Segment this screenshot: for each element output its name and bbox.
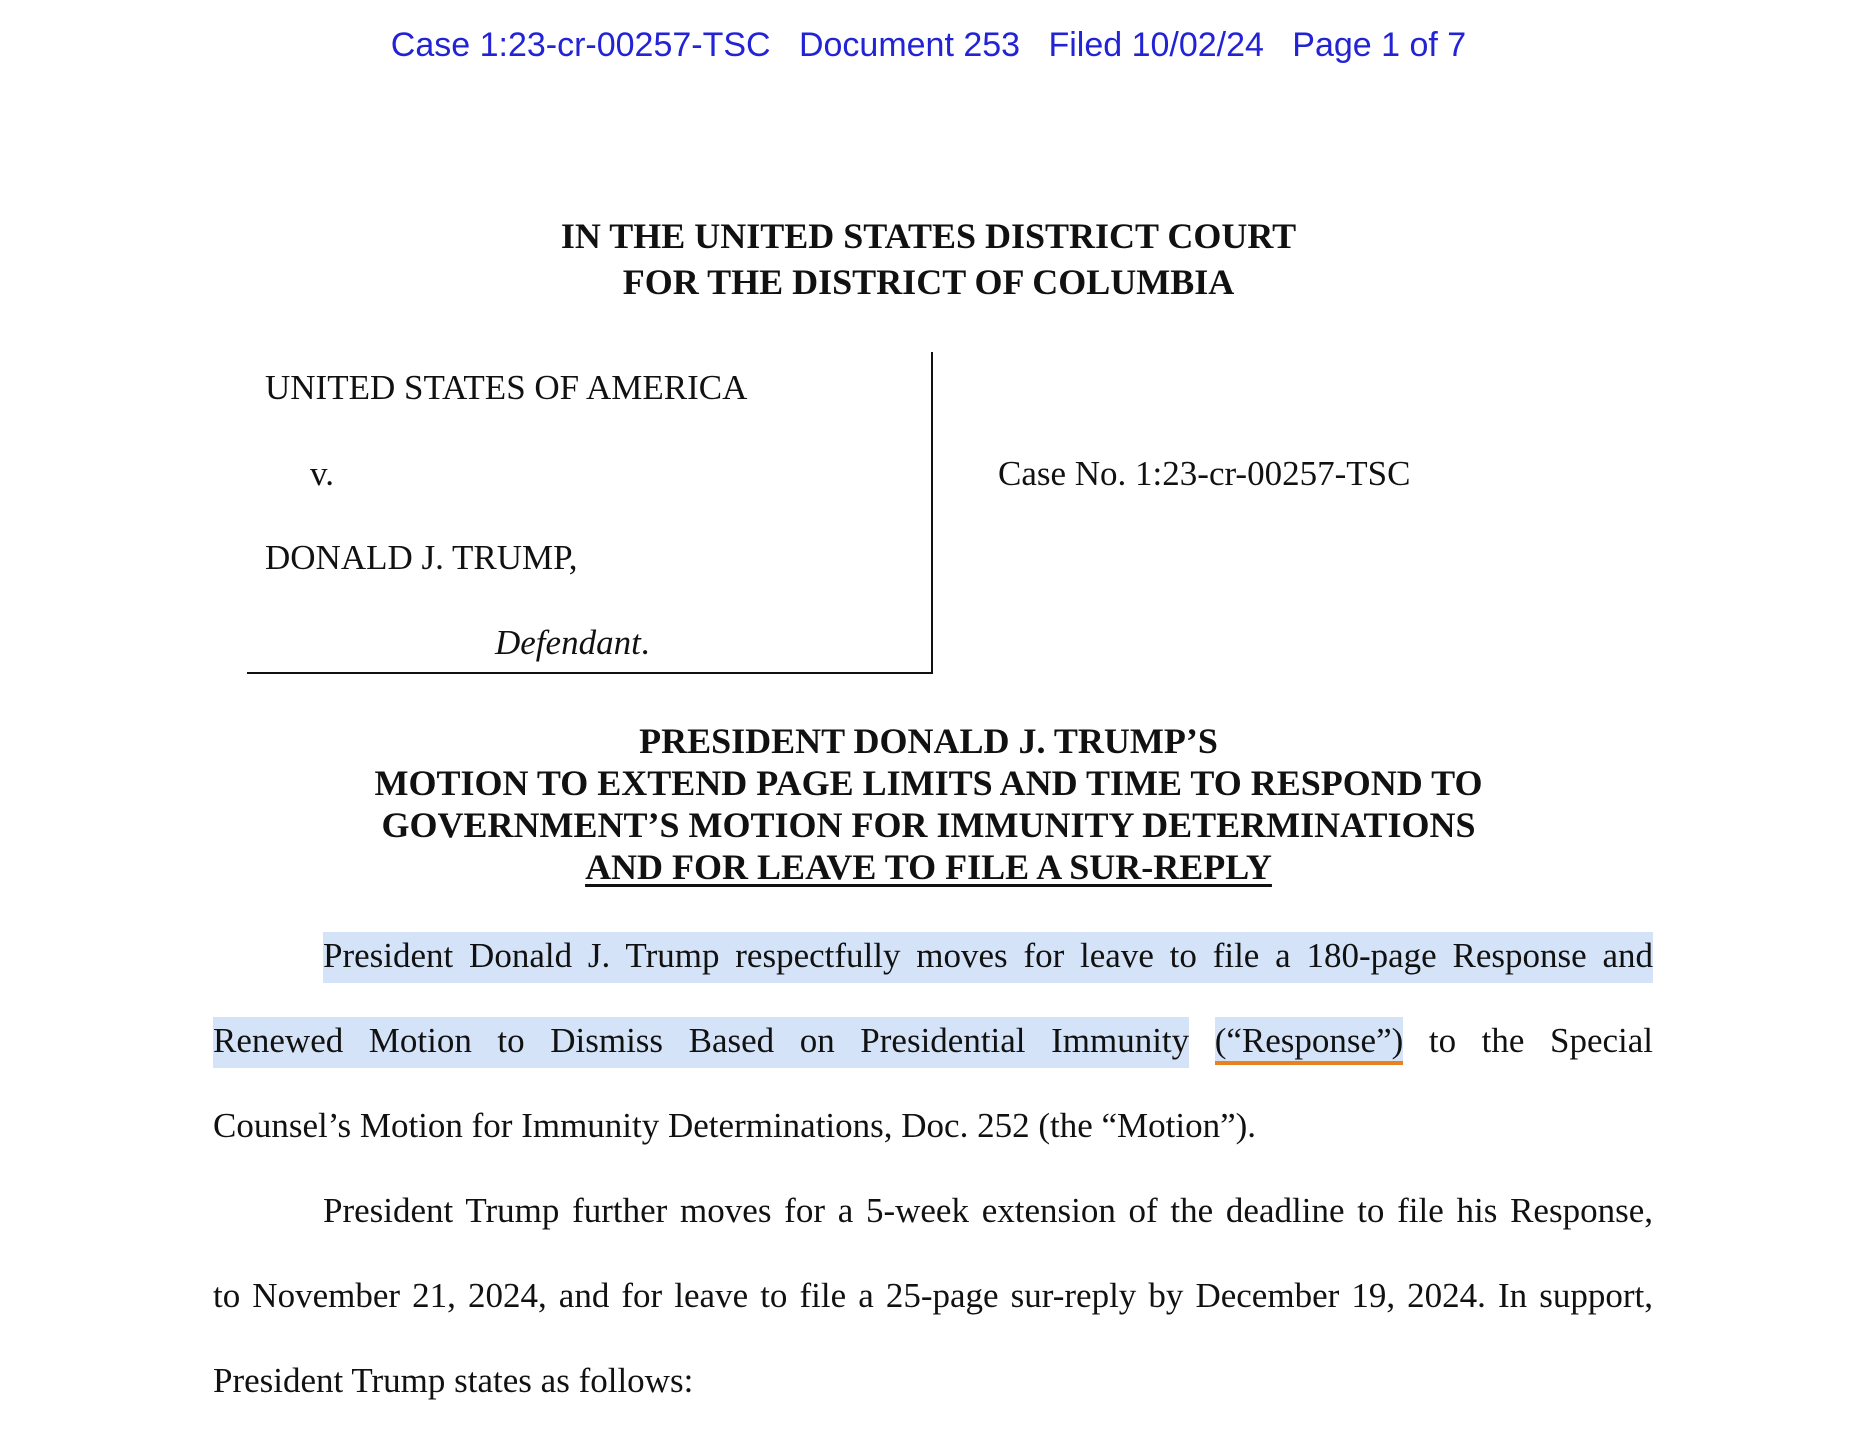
court-heading [0, 213, 1857, 305]
paragraph-1-line-2-rest: to the Special [1403, 1021, 1653, 1060]
paragraph-1-line-3: Counsel’s Motion for Immunity Determinations, Doc. 252 (the “Motion”). [213, 1106, 1257, 1145]
motion-title-line-1: PRESIDENT DONALD J. TRUMP’S [639, 721, 1218, 761]
court-name: IN THE UNITED STATES DISTRICT COURT [560, 216, 1297, 256]
caption-versus: v. [310, 454, 334, 493]
motion-title-line-4 [0, 846, 1857, 888]
docket-header [0, 26, 1857, 65]
paragraph-2-line-2: to November 21, 2024, and for leave to file a 25-page sur-reply by December 19, 2024. In support, [213, 1276, 1653, 1315]
docket-filed[interactable]: Filed 10/02/24 [1048, 26, 1264, 64]
caption-defendant-name: DONALD J. TRUMP, [265, 538, 578, 577]
caption-plaintiff: UNITED STATES OF AMERICA [265, 368, 748, 407]
motion-title [0, 720, 1857, 888]
selected-text-2[interactable]: Renewed Motion to Dismiss Based on Presidential Immunity [213, 1017, 1189, 1068]
docket-page[interactable]: Page 1 of 7 [1292, 26, 1467, 64]
court-district: FOR THE DISTRICT OF COLUMBIA [622, 262, 1235, 302]
paragraph-2-line-3: President Trump states as follows: [213, 1361, 694, 1400]
docket-document[interactable]: Document 253 [798, 26, 1021, 64]
case-number: Case No. 1:23-cr-00257-TSC [998, 454, 1411, 493]
paragraph-1-line-1 [213, 936, 1653, 976]
docket-case[interactable]: Case 1:23-cr-00257-TSC [390, 26, 771, 64]
defendant-label-period: . [640, 623, 650, 662]
paragraph-2-line-1: President Trump further moves for a 5-week extension of the deadline to file his Response, [323, 1191, 1653, 1230]
motion-title-line-3: GOVERNMENT’S MOTION FOR IMMUNITY DETERMINATIONS [381, 805, 1476, 845]
caption-defendant-label [495, 623, 650, 663]
motion-title-line-2: MOTION TO EXTEND PAGE LIMITS AND TIME TO RESPOND TO [374, 763, 1483, 803]
motion-title-underlined: AND FOR LEAVE TO FILE A SUR-REPLY [585, 847, 1272, 887]
defendant-label-italic: Defendant [495, 623, 641, 662]
paragraph-1-line-2 [213, 1021, 1653, 1061]
flagged-term-response[interactable]: (“Response”) [1215, 1017, 1404, 1065]
selected-text-1[interactable]: President Donald J. Trump respectfully moves for leave to file a 180-page Response and [323, 932, 1653, 983]
